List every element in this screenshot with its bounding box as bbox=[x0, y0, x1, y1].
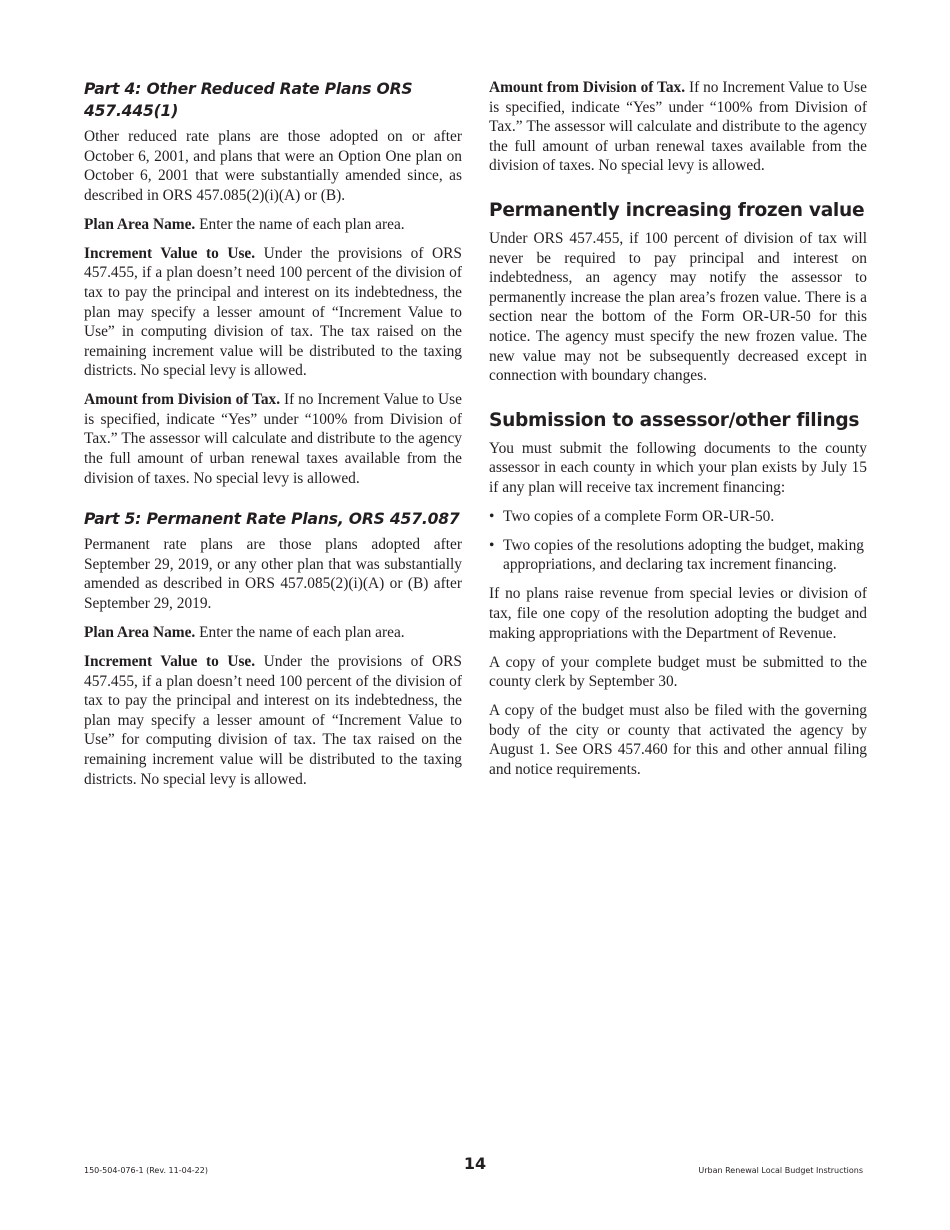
bullet-text: Two copies of a complete Form OR-UR-50. bbox=[503, 507, 775, 525]
part5-plan-area-lead: Plan Area Name. bbox=[84, 624, 196, 642]
amount-text: If no Increment Value to Use is specified, indicate “Yes” under “100% from Division of Tax.” The assessor will calculate and distribute to the agency the full amount of urban renewal taxes available from the division of taxes. No special levy is allowed. bbox=[489, 79, 867, 175]
part4-increment-text: Under the provisions of ORS 457.455, if a plan doesn’t need 100 percent of the division of tax to pay the principal and interest on its indebtedness, the plan may specify a lesser amount of “Increment Value to Use” in computing division of tax. The tax raised on the remaining increment value will be distributed to the taxing districts. No special levy is allowed. bbox=[84, 244, 462, 380]
part4-amount-lead: Amount from Division of Tax. bbox=[84, 391, 281, 409]
submission-paragraph: If no plans raise revenue from special levies or division of tax, file one copy of the resolution adopting the budget and making appropriations with the Department of Revenue. bbox=[489, 585, 867, 642]
submission-bullet bbox=[489, 507, 867, 527]
part5-intro: Permanent rate plans are those plans adopted after September 29, 2019, or any other plan that was substantially amended as described in ORS 457.085(2)(i)(A) or (B) after September 29, 2019. bbox=[84, 536, 462, 613]
part4-intro: Other reduced rate plans are those adopted on or after October 6, 2001, and plans that were an Option One plan on October 6, 2001 that were substantially amended since, as described in ORS 457.085(2)(i)(A) or (B). bbox=[84, 128, 462, 204]
amount-paragraph bbox=[489, 78, 867, 176]
part5-plan-area-text: Enter the name of each plan area. bbox=[195, 624, 405, 642]
submission-heading: Submission to assessor/other filings bbox=[489, 409, 860, 431]
frozen-value-heading: Permanently increasing frozen value bbox=[489, 199, 865, 221]
part4-increment-lead: Increment Value to Use. bbox=[84, 244, 256, 262]
submission-paragraph: A copy of the budget must also be filed with the governing body of the city or county that activated the agency by August 1. See ORS 457.460 for this and other annual filing and notice requirements. bbox=[489, 702, 867, 778]
footer-document-title: Urban Renewal Local Budget Instructions bbox=[698, 1166, 863, 1175]
footer-form-number: 150-504-076-1 (Rev. 11-04-22) bbox=[84, 1166, 208, 1175]
right-column bbox=[489, 78, 867, 789]
submission-paragraph: A copy of your complete budget must be submitted to the county clerk by September 30. bbox=[489, 653, 867, 691]
bullet-text: Two copies of the resolutions adopting the budget, making appropriations, and declaring tax increment financing. bbox=[503, 536, 864, 574]
part5-increment-text: Under the provisions of ORS 457.455, if a plan doesn’t need 100 percent of the division of tax to pay the principal and interest on its indebtedness, the plan may specify a lesser amount of “Increment Value to Use” for computing division of tax. The tax raised on the remaining increment value will be distributed to the taxing districts. No special levy is allowed. bbox=[84, 653, 462, 788]
part5-increment-paragraph bbox=[84, 652, 462, 789]
part4-heading: Part 4: Other Reduced Rate Plans ORS 457.445(1) bbox=[84, 80, 413, 120]
bullet-mark: • bbox=[489, 507, 495, 525]
part4-amount-paragraph bbox=[84, 390, 462, 488]
part4-plan-area-paragraph bbox=[84, 215, 462, 235]
part4-increment-paragraph bbox=[84, 244, 462, 381]
bullet-mark: • bbox=[489, 536, 495, 554]
part5-plan-area-paragraph bbox=[84, 623, 462, 643]
submission-bullet bbox=[489, 536, 867, 575]
part5-heading: Part 5: Permanent Rate Plans, ORS 457.087 bbox=[84, 510, 460, 529]
left-column bbox=[84, 78, 462, 799]
amount-lead: Amount from Division of Tax. bbox=[489, 79, 686, 96]
part5-increment-lead: Increment Value to Use. bbox=[84, 653, 256, 671]
page-number: 14 bbox=[463, 1154, 487, 1173]
submission-intro: You must submit the following documents to the county assessor in each county in which your plan exists by July 15 if any plan will receive tax increment financing: bbox=[489, 439, 867, 496]
part4-amount-text: If no Increment Value to Use is specified, indicate “Yes” under “100% from Division of Tax.” The assessor will calculate and distribute to the agency the full amount of urban renewal taxes available from the division of taxes. No special levy is allowed. bbox=[84, 391, 462, 487]
part4-plan-area-text: Enter the name of each plan area. bbox=[195, 215, 405, 233]
frozen-value-body: Under ORS 457.455, if 100 percent of division of tax will never be required to pay principal and interest on indebtedness, an agency may notify the assessor to permanently increase the plan area’s frozen value. There is a section near the bottom of the Form OR-UR-50 for this notice. The agency must specify the new frozen value. The new value may not be subsequently decreased except in connection with boundary changes. bbox=[489, 229, 867, 385]
part4-plan-area-lead: Plan Area Name. bbox=[84, 215, 196, 233]
